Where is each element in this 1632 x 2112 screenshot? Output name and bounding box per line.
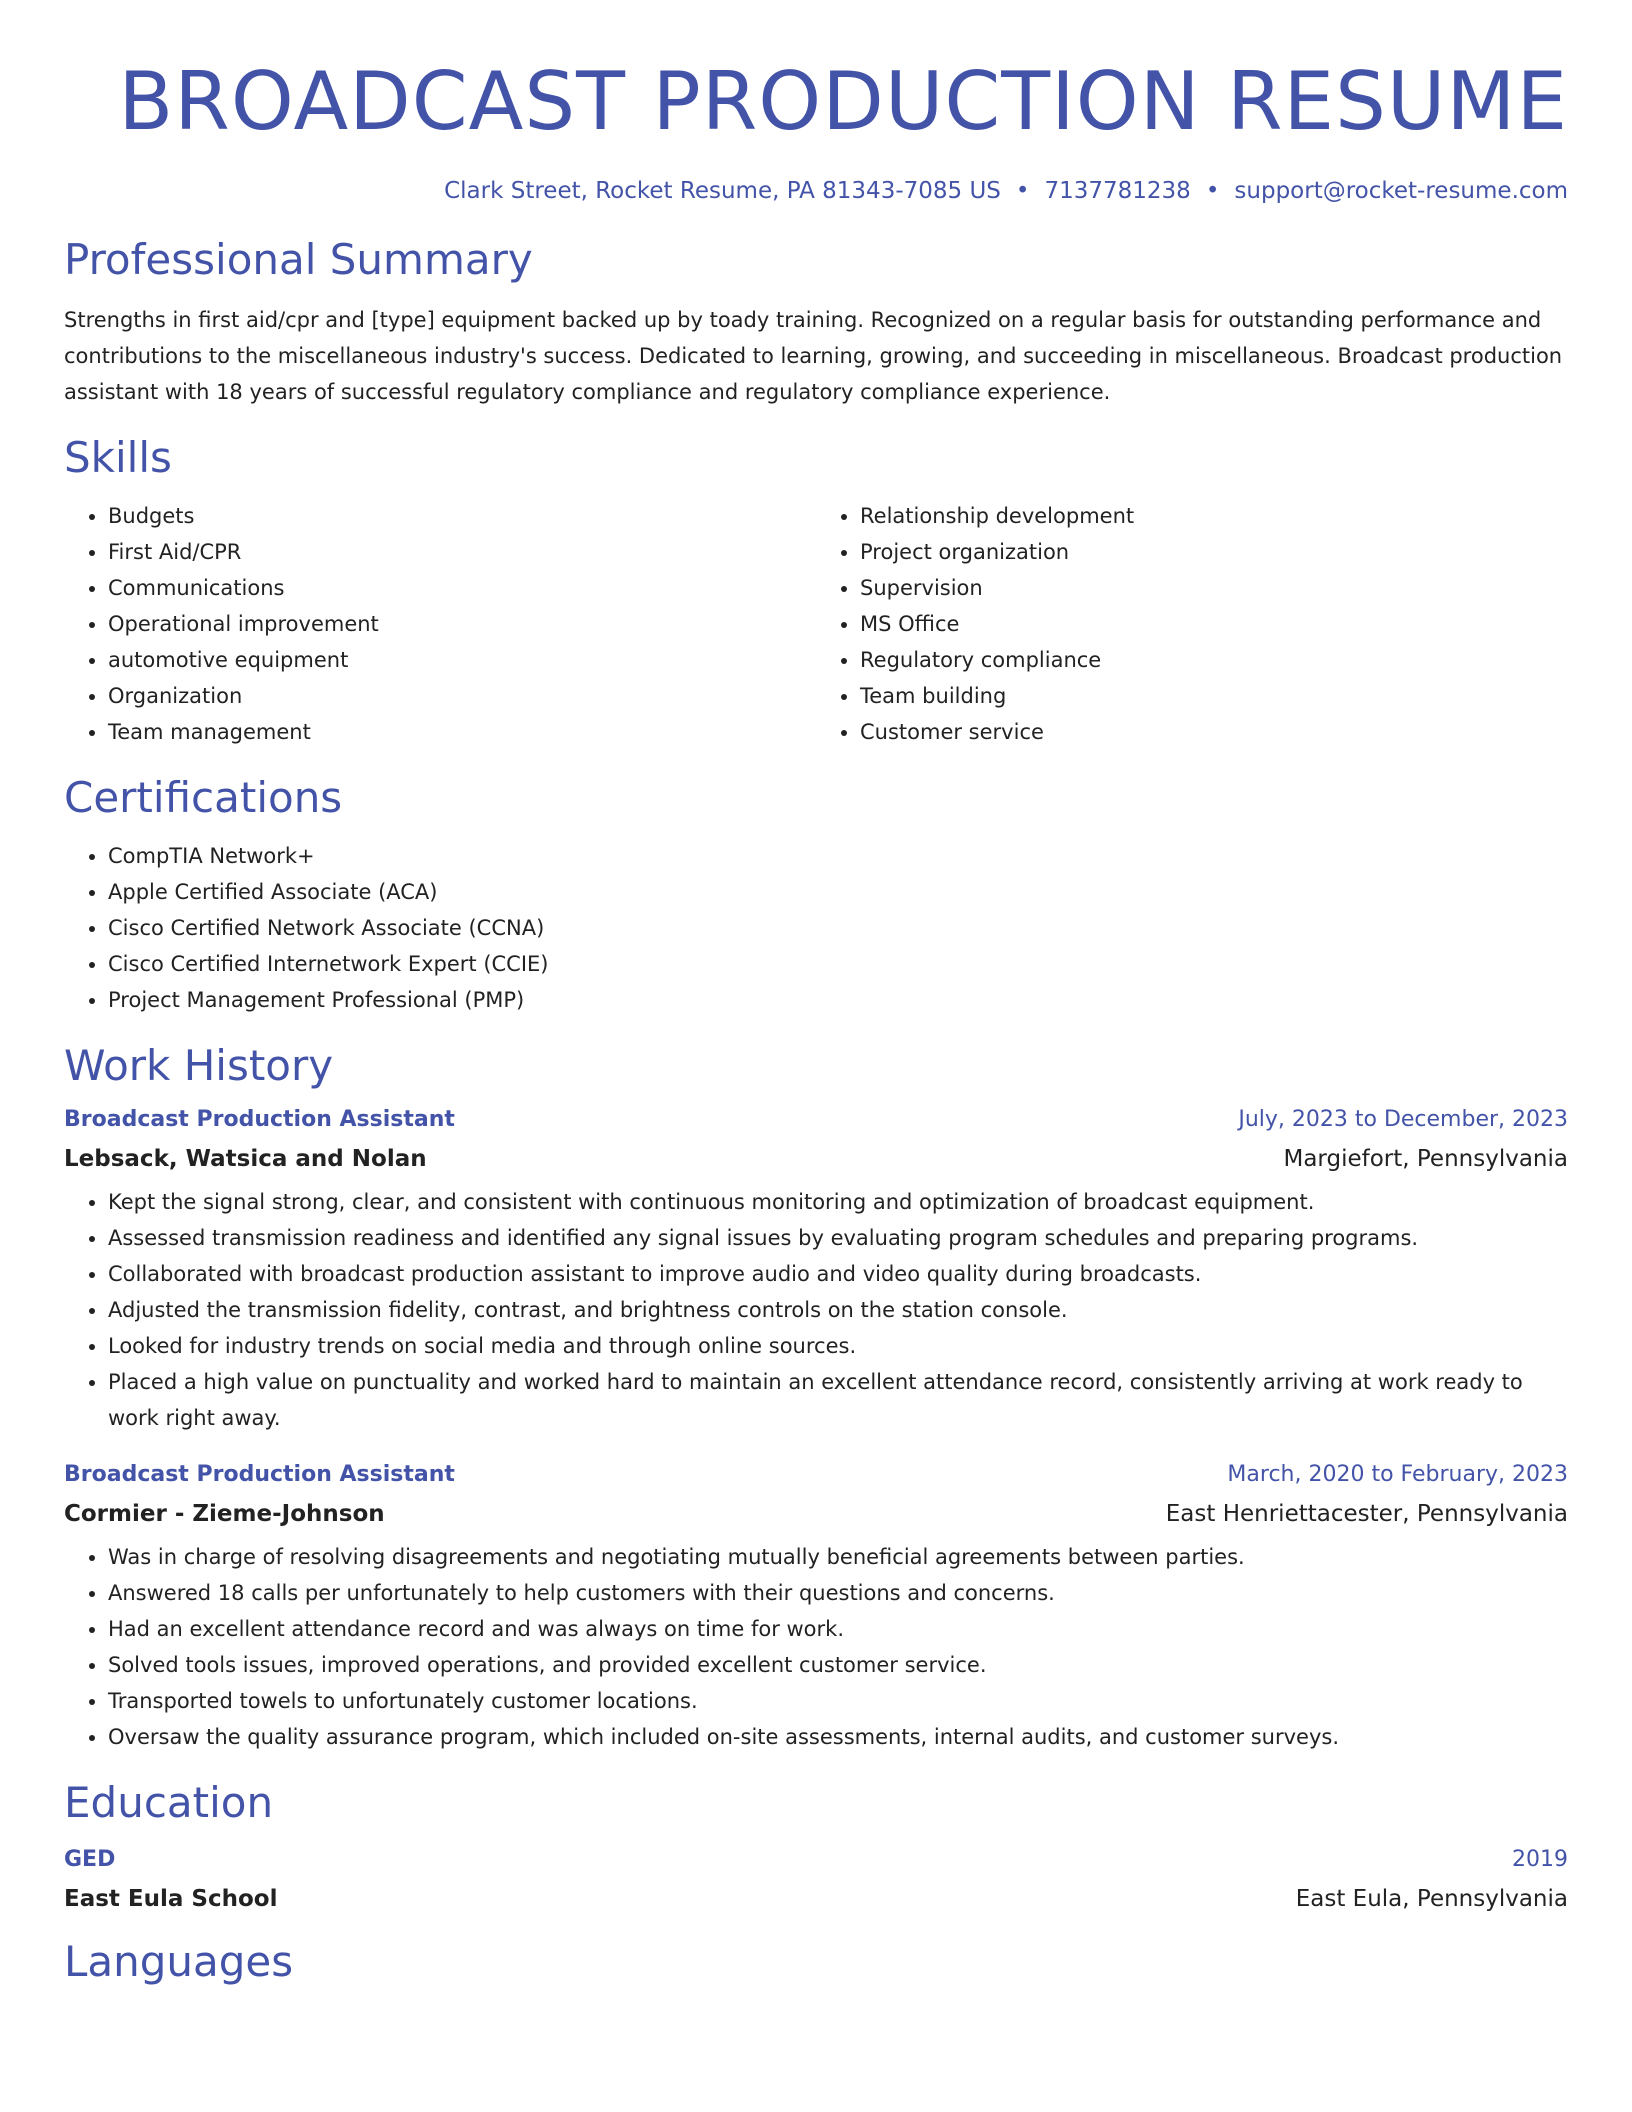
skills-list-right bbox=[816, 498, 1568, 750]
skills-grid bbox=[64, 498, 1568, 750]
job-role-row bbox=[64, 1460, 1568, 1490]
address-text: Clark Street, Rocket Resume, PA 81343-7085 US bbox=[444, 178, 1001, 204]
skill-item: • Regulatory compliance bbox=[860, 642, 1568, 678]
phone-text: 7137781238 bbox=[1044, 178, 1191, 204]
certifications-heading: Certifications bbox=[64, 773, 343, 822]
certifications-section bbox=[64, 772, 1568, 1018]
skill-item: • First Aid/CPR bbox=[108, 534, 816, 570]
job-title: Broadcast Production Assistant bbox=[64, 1107, 455, 1132]
job-bullet: • Had an excellent attendance record and was always on time for work. bbox=[108, 1611, 1568, 1647]
job-company-row bbox=[64, 1499, 1568, 1529]
skill-item: • Project organization bbox=[860, 534, 1568, 570]
summary-section bbox=[64, 234, 1568, 410]
skill-item: • Team building bbox=[860, 678, 1568, 714]
skill-item: • Customer service bbox=[860, 714, 1568, 750]
languages-section bbox=[64, 1936, 1568, 1988]
skill-item: • Team management bbox=[108, 714, 816, 750]
certification-item: • Project Management Professional (PMP) bbox=[108, 982, 1568, 1018]
education-heading: Education bbox=[64, 1778, 274, 1827]
education-location: East Eula, Pennsylvania bbox=[1295, 1886, 1568, 1912]
resume-title: BROADCAST PRODUCTION RESUME bbox=[118, 55, 1568, 148]
education-degree-row bbox=[64, 1845, 1568, 1875]
job-entry bbox=[64, 1105, 1568, 1436]
education-section bbox=[64, 1777, 1568, 1914]
certification-item: • CompTIA Network+ bbox=[108, 838, 1568, 874]
job-bullet: • Oversaw the quality assurance program, which included on-site assessments, internal audits, and customer surveys. bbox=[108, 1719, 1568, 1755]
education-year: 2019 bbox=[1512, 1847, 1568, 1872]
contact-separator: • bbox=[1015, 178, 1030, 204]
skill-item: • Operational improvement bbox=[108, 606, 816, 642]
skill-item: • Organization bbox=[108, 678, 816, 714]
job-company: Lebsack, Watsica and Nolan bbox=[64, 1146, 427, 1172]
work-history-heading: Work History bbox=[64, 1041, 334, 1090]
job-bullet: • Assessed transmission readiness and identified any signal issues by evaluating program schedules and preparing programs. bbox=[108, 1220, 1568, 1256]
skills-list-left bbox=[64, 498, 816, 750]
job-bullet: • Was in charge of resolving disagreements and negotiating mutually beneficial agreements between parties. bbox=[108, 1539, 1568, 1575]
job-company-row bbox=[64, 1144, 1568, 1174]
contact-separator: • bbox=[1205, 178, 1220, 204]
job-bullet: • Answered 18 calls per unfortunately to help customers with their questions and concerns. bbox=[108, 1575, 1568, 1611]
summary-text: Strengths in first aid/cpr and [type] equipment backed up by toady training. Recognized on a regular basis for outstanding performance and contributions to the miscellaneous industry's success. Dedicated to learning, growing, and succeeding in miscellaneous. Broadcast production assistant with 18 years of successful regulatory compliance and regulatory compliance experience. bbox=[64, 308, 1563, 404]
summary-heading: Professional Summary bbox=[64, 235, 533, 284]
certification-item: • Cisco Certified Network Associate (CCNA) bbox=[108, 910, 1568, 946]
job-role-row bbox=[64, 1105, 1568, 1135]
job-location: East Henriettacester, Pennsylvania bbox=[1165, 1501, 1568, 1527]
skill-item: • MS Office bbox=[860, 606, 1568, 642]
skill-item: • Relationship development bbox=[860, 498, 1568, 534]
education-degree: GED bbox=[64, 1847, 116, 1872]
work-history-section bbox=[64, 1040, 1568, 1755]
languages-heading: Languages bbox=[64, 1937, 294, 1986]
job-bullets bbox=[64, 1184, 1568, 1436]
job-bullet: • Kept the signal strong, clear, and consistent with continuous monitoring and optimization of broadcast equipment. bbox=[108, 1184, 1568, 1220]
skills-heading: Skills bbox=[64, 433, 172, 482]
job-bullet: • Collaborated with broadcast production assistant to improve audio and video quality during broadcasts. bbox=[108, 1256, 1568, 1292]
certification-item: • Cisco Certified Internetwork Expert (CCIE) bbox=[108, 946, 1568, 982]
skill-item: • Budgets bbox=[108, 498, 816, 534]
contact-line bbox=[64, 176, 1568, 206]
education-school-row bbox=[64, 1884, 1568, 1914]
job-dates: March, 2020 to February, 2023 bbox=[1227, 1462, 1568, 1487]
education-entry bbox=[64, 1845, 1568, 1914]
email-link[interactable]: support@rocket-resume.com bbox=[1234, 178, 1568, 204]
job-location: Margiefort, Pennsylvania bbox=[1283, 1146, 1568, 1172]
certification-item: • Apple Certified Associate (ACA) bbox=[108, 874, 1568, 910]
job-dates: July, 2023 to December, 2023 bbox=[1238, 1107, 1568, 1132]
job-bullet: • Solved tools issues, improved operations, and provided excellent customer service. bbox=[108, 1647, 1568, 1683]
certifications-list bbox=[64, 838, 1568, 1018]
job-bullets bbox=[64, 1539, 1568, 1755]
skills-section bbox=[64, 432, 1568, 750]
job-bullet: • Transported towels to unfortunately customer locations. bbox=[108, 1683, 1568, 1719]
skill-item: • Communications bbox=[108, 570, 816, 606]
education-school: East Eula School bbox=[64, 1886, 278, 1912]
job-bullet: • Adjusted the transmission fidelity, contrast, and brightness controls on the station console. bbox=[108, 1292, 1568, 1328]
job-company: Cormier - Zieme-Johnson bbox=[64, 1501, 385, 1527]
skill-item: • automotive equipment bbox=[108, 642, 816, 678]
job-title: Broadcast Production Assistant bbox=[64, 1462, 455, 1487]
skill-item: • Supervision bbox=[860, 570, 1568, 606]
job-entry bbox=[64, 1460, 1568, 1755]
job-bullet: • Placed a high value on punctuality and worked hard to maintain an excellent attendance record, consistently arriving at work ready to work right away. bbox=[108, 1364, 1568, 1436]
job-bullet: • Looked for industry trends on social media and through online sources. bbox=[108, 1328, 1568, 1364]
